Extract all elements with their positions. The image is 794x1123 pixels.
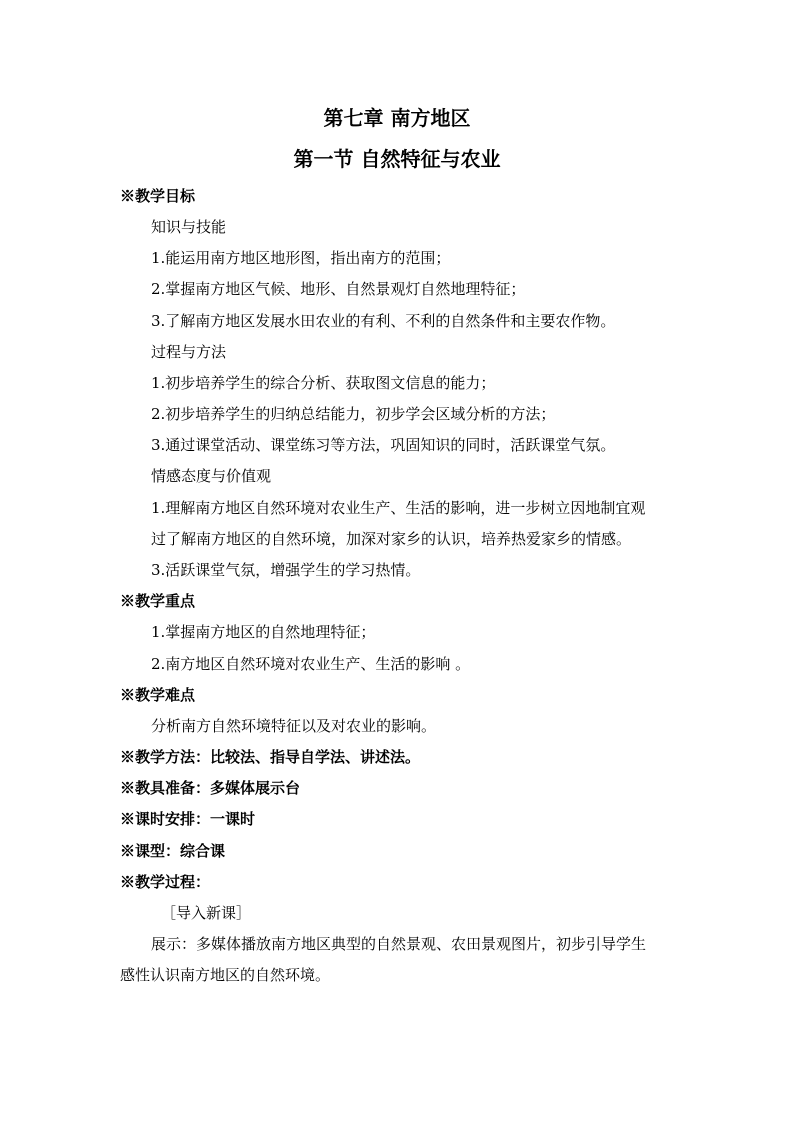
difficulties-heading: ※教学难点	[120, 686, 196, 704]
knowledge-item-2: 2.掌握南方地区气候、地形、自然景观灯自然地理特征；	[151, 280, 526, 298]
emotion-item-1: 1.理解南方地区自然环境对农业生产、生活的影响，进一步树立因地制宜观	[151, 499, 646, 517]
key-point-1: 1.掌握南方地区的自然地理特征；	[151, 623, 376, 641]
process-label: 过程与方法	[151, 343, 227, 361]
intro-text-line-2: 感性认识南方地区的自然环境。	[120, 966, 331, 984]
section-title: 第一节 自然特征与农业	[293, 147, 501, 171]
emotion-item-3: 3.活跃课堂气氛，增强学生的学习热情。	[151, 561, 421, 579]
key-point-2: 2.南方地区自然环境对农业生产、生活的影响 。	[151, 655, 471, 673]
emotion-label: 情感态度与价值观	[151, 467, 272, 485]
process-item-3: 3.通过课堂活动、课堂练习等方法，巩固知识的同时，活跃课堂气氛。	[151, 436, 616, 454]
process-item-2: 2.初步培养学生的归纳总结能力，初步学会区域分析的方法；	[151, 405, 556, 423]
emotion-item-2: 过了解南方地区的自然环境，加深对家乡的认识，培养热爱家乡的情感。	[151, 530, 632, 548]
class-schedule: ※课时安排：一课时	[120, 810, 256, 828]
teaching-method: ※教学方法：比较法、指导自学法、讲述法。	[120, 748, 421, 766]
teaching-equipment: ※教具准备：多媒体展示台	[120, 779, 301, 797]
difficulties-text: 分析南方自然环境特征以及对农业的影响。	[151, 717, 437, 735]
knowledge-label: 知识与技能	[151, 218, 227, 236]
knowledge-item-3: 3.了解南方地区发展水田农业的有利、不利的自然条件和主要农作物。	[151, 312, 616, 330]
lesson-type: ※课型：综合课	[120, 842, 226, 860]
intro-text-line-1: 展示：多媒体播放南方地区典型的自然景观、农田景观图片，初步引导学生	[151, 935, 647, 953]
intro-label: ［导入新课］	[161, 904, 252, 922]
key-points-heading: ※教学重点	[120, 592, 196, 610]
process-item-1: 1.初步培养学生的综合分析、获取图文信息的能力；	[151, 374, 496, 392]
objectives-heading: ※教学目标	[120, 187, 196, 205]
process-heading: ※教学过程：	[120, 873, 211, 891]
knowledge-item-1: 1.能运用南方地区地形图，指出南方的范围；	[151, 249, 451, 267]
chapter-title: 第七章 南方地区	[323, 106, 471, 130]
